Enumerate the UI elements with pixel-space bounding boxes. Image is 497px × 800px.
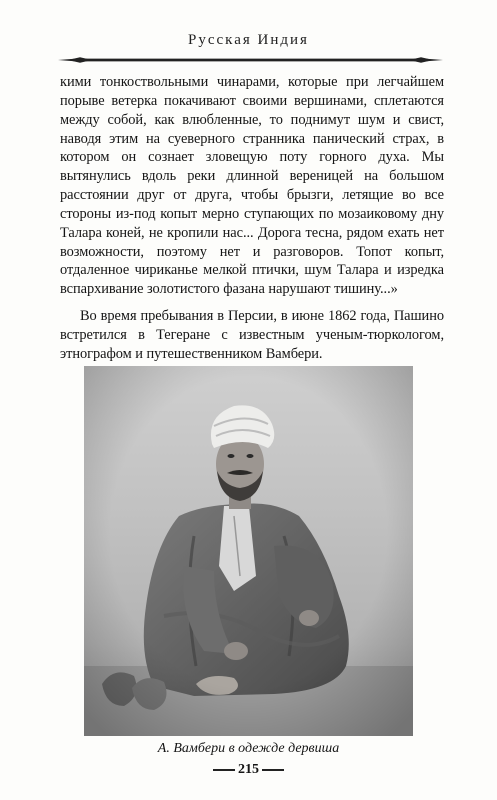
body-paragraph: кими тонкоствольными чинарами, которые при легчайшем порыве ветерка покачивают своими вершинами, сплетаются между собой, как влюбленные, то поднимут шум и свист, наводя этим на суеверного странника панический страх, в котором он сознает зловещую поту горного духа. Мы вытянулись вдоль реки длинной вереницей на большом расстоянии друг от друга, чтобы брызги, летящие во все стороны из-под копыт мерно ступающих по мозаиковому дну Талара коней, не кропили нас... Дорога тесна, рядом ехать нет возможности, поэтому нет и разговоров. Топот копыт, отдаленное чириканье мелкой птички, шум Талара и изредка вспархивание золотистого фазана нарушают тишину...» xyxy=(60,74,444,298)
portrait-photo xyxy=(84,366,413,736)
folio-dash-left xyxy=(213,769,235,771)
running-head: Русская Индия xyxy=(188,32,309,48)
page-number xyxy=(0,762,497,778)
page-number-text: 215 xyxy=(238,762,259,777)
ornamental-rule xyxy=(58,55,443,65)
body-paragraph: Во время пребывания в Персии, в июне 1862 года, Пашино встретился в Тегеране с известным ученым-тюркологом, этнографом и путешественником Вамбери. xyxy=(60,308,444,362)
folio-dash-right xyxy=(262,769,284,771)
figure-caption: А. Вамбери в одежде дервиша xyxy=(157,741,340,756)
